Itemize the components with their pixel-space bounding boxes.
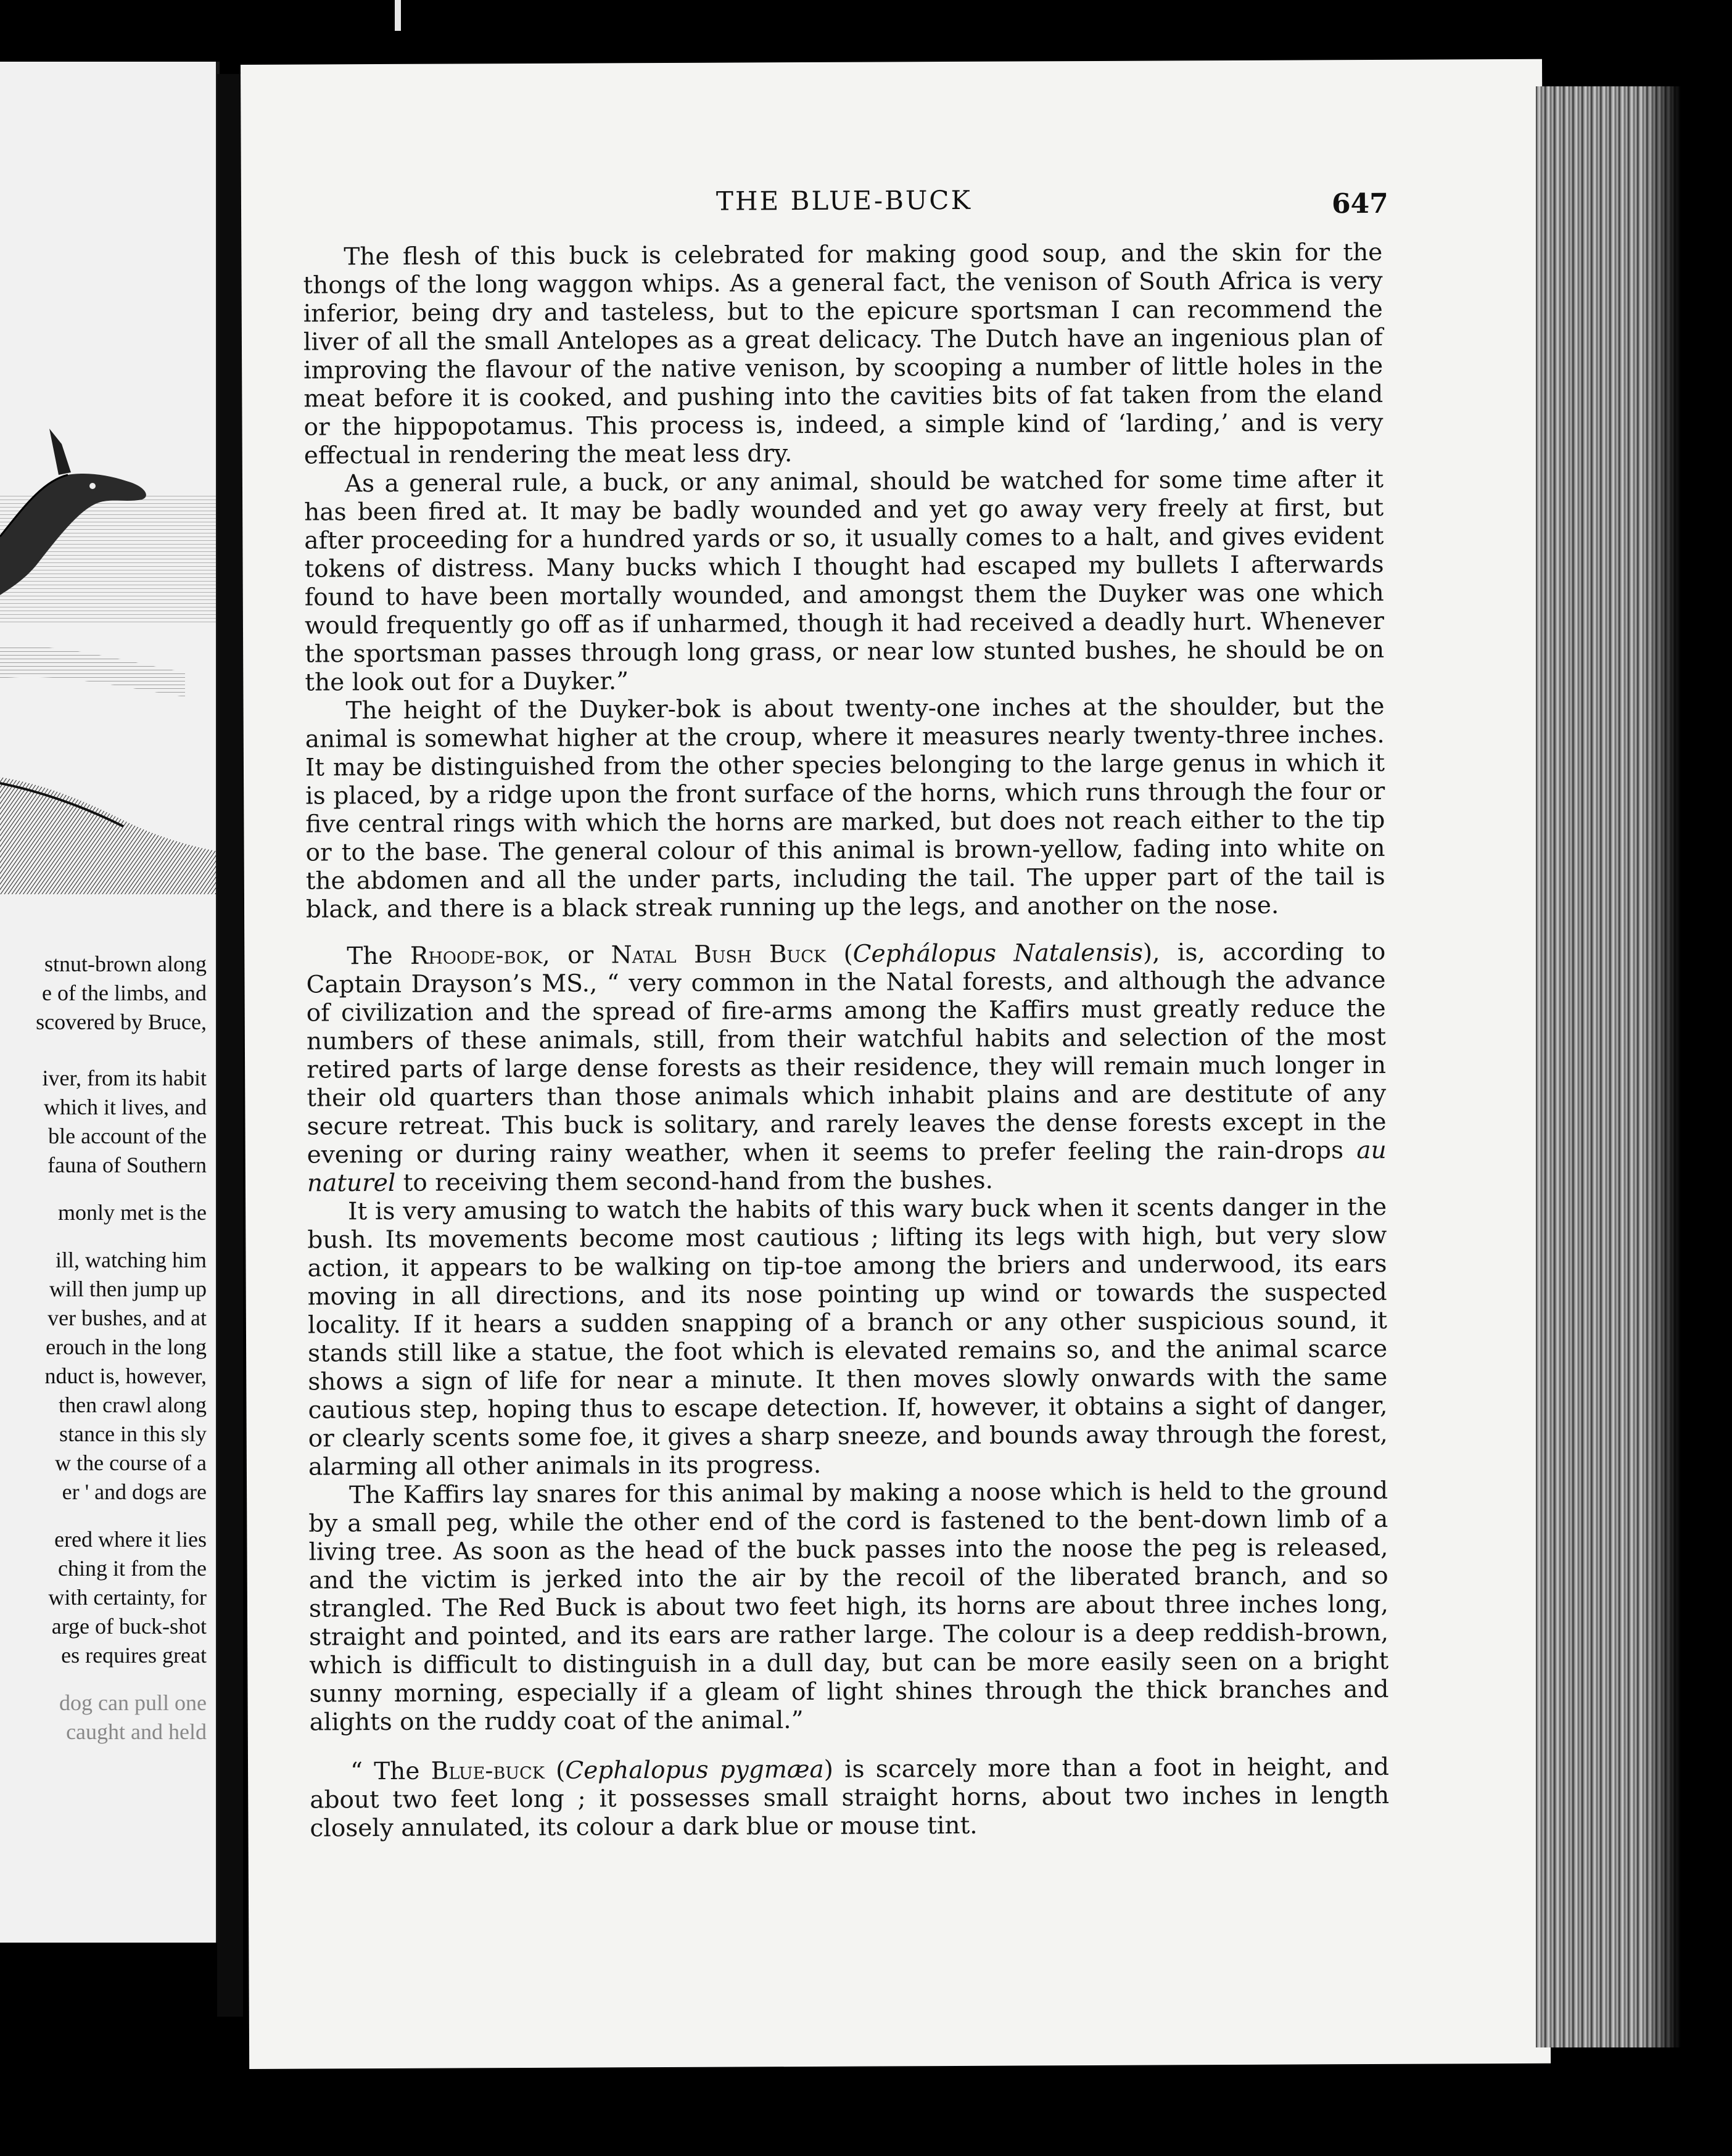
left-line: ching it from the (58, 1556, 207, 1581)
right-page (241, 59, 1551, 2069)
left-line: erouch in the long (46, 1335, 207, 1359)
paragraph: The height of the Duyker-bok is about twenty-one inches at the shoulder, but the animal is somewhat higher at the croup, where it measures nearly twenty-three inches. It may be distinguished from the other species belonging to the large genus in which it is placed, by a ridge upon the front surface of the horns, which runs through the four or five central rings with which the horns are marked, but does not reach either to the tip or to the base. The general colour of this animal is brown-yellow, fading into white on the abdomen and all the under parts, including the tail. The upper part of the tail is black, and there is a black streak running up the legs, and another on the nose. (305, 692, 1385, 924)
paragraph-blue-buck (310, 1753, 1390, 1843)
left-line: then crawl along (59, 1393, 207, 1417)
left-page-text (0, 950, 207, 1747)
left-line: which it lives, and (44, 1095, 207, 1119)
running-head: THE BLUE-BUCK (715, 184, 972, 216)
text-run: ( (544, 1756, 566, 1785)
left-line: e of the limbs, and (42, 981, 207, 1005)
species-name: Rhoode-bok (410, 941, 543, 970)
left-line: dog can pull one (59, 1690, 207, 1715)
engraving-of-antelope (0, 352, 216, 894)
left-line: w the course of a (55, 1450, 207, 1475)
paragraph: The flesh of this buck is celebrated for making good soup, and the skin for the thongs of the long waggon whips. As a general fact, the venison of South Africa is very inferior, being dry and tasteless, but to the epicure sportsman I can recommend the liver of all the small Antelopes as a great delicacy. The Dutch have an ingenious plan of improving the flavour of the native venison, by scooping a number of little holes in the meat before it is cooked, and pushing into the cavities bits of fat taken from the eland or the hippopotamus. This process is, indeed, a simple kind of ‘larding,’ and is very effectual in rendering the meat less dry. (303, 238, 1384, 470)
page-header (241, 183, 1543, 225)
left-line: caught and held (66, 1719, 207, 1744)
text-run: ( (826, 940, 853, 968)
left-line: ered where it lies (54, 1527, 207, 1552)
latin-name: Cephálopus Natalensis (852, 939, 1144, 968)
left-line: es requires great (61, 1643, 207, 1668)
text-run: ) is scarcely more than a foot in height, and about two feet long ; it possesses small straight horns, about two inches in length closely annulated, its colour a dark blue or mouse tint. (310, 1753, 1390, 1843)
page-body (303, 239, 1389, 1843)
text-run: ), is, according to Captain Drayson’s MS., “ very common in the Natal forests, and although the advance of civilization and the spread of fire-arms among the Kaffirs must greatly reduce the numbers of these animals, still, from their watchful habits and selection of the most retired parts of large dense forests as their residence, they will remain much longer in their old quarters than those animals which inhabit plains and are destitute of any secure retreat. This buck is solitary, and rarely leaves the dense forests except in the evening or during rainy weather, when it seems to prefer feeling the rain-drops (306, 937, 1387, 1169)
paragraph-natal-bush-buck (306, 938, 1387, 1198)
left-line: ver bushes, and at (47, 1306, 207, 1330)
species-name: Natal Bush Buck (611, 940, 827, 969)
left-line: ill, watching him (56, 1248, 207, 1272)
scan-mark (395, 0, 401, 31)
left-line: arge of buck-shot (51, 1614, 207, 1639)
left-line: will then jump up (49, 1277, 207, 1301)
left-line: scovered by Bruce, (36, 1010, 207, 1034)
left-line: er ' and dogs are (62, 1479, 207, 1504)
page-edges (1536, 86, 1681, 2047)
left-line: monly met is the (58, 1200, 207, 1225)
left-facing-page (0, 62, 220, 1943)
left-line: stance in this sly (59, 1422, 207, 1446)
left-line: stnut-brown along (44, 952, 207, 976)
left-line: with certainty, for (48, 1585, 207, 1610)
text-run: to receiving them second-hand from the bushes. (395, 1166, 994, 1197)
page-number: 647 (1331, 187, 1388, 220)
left-line: ble account of the (48, 1124, 207, 1148)
species-name: Blue-buck (431, 1756, 545, 1785)
text-run: , or (542, 941, 611, 969)
paragraph: It is very amusing to watch the habits of this wary buck when it scents danger in the bush. Its movements become most cautious ; lifting its legs with high, but very slow action, it appears to be walking on tip-toe among the briers and underwood, its ears moving in all directions, and its nose pointing up wind or towards the suspected locality. If it hears a sudden snapping of a branch or any other suspicious sound, it stands still like a statue, the foot which is elevated remains so, and the animal scarce shows a sign of life for near a minute. It then moves slowly onwards with the same cautious step, hoping thus to escape detection. If, however, it obtains a sight of danger, or clearly scents some foe, it gives a sharp sneeze, and bounds away through the forest, alarming all other animals in its progress. (307, 1193, 1388, 1481)
latin-name: Cephalopus pygmæa (565, 1755, 824, 1785)
paragraph: As a general rule, a buck, or any animal, should be watched for some time after it has been fired at. It may be badly wounded and yet go away very freely at first, but after proceeding for a hundred yards or so, it usually comes to a halt, and gives evident tokens of distress. Many bucks which I thought had escaped my bullets I afterwards found to have been mortally wounded, and amongst them the Duyker was one which would frequently go off as if unharmed, though it had received a deadly hurt. Whenever the sportsman passes through long grass, or near low stunted bushes, he should be on the look out for a Duyker.” (304, 465, 1385, 697)
left-line: fauna of Southern (47, 1153, 207, 1177)
book-spine-shadow (217, 74, 243, 2017)
paragraph: The Kaffirs lay snares for this animal by making a noose which is held to the ground by a small peg, while the other end of the cord is fastened to the bent-down limb of a living tree. As soon as the head of the buck passes into the noose the peg is released, and the victim is jerked into the air by the recoil of the liberated branch, and so strangled. The Red Buck is about two feet high, its horns are about three inches long, straight and pointed, and its ears are rather large. The colour is a deep reddish-brown, which is difficult to distinguish in a dull day, but can be more easily seen on a bright sunny morning, especially if a gleam of light shines through the thick branches and alights on the ruddy coat of the animal.” (308, 1476, 1389, 1737)
left-line: nduct is, however, (44, 1364, 207, 1388)
text-run: The (347, 942, 411, 971)
text-run: “ The (350, 1757, 431, 1786)
foreign-phrase: au naturel (307, 1136, 1387, 1198)
left-line: iver, from its habit (42, 1066, 207, 1090)
